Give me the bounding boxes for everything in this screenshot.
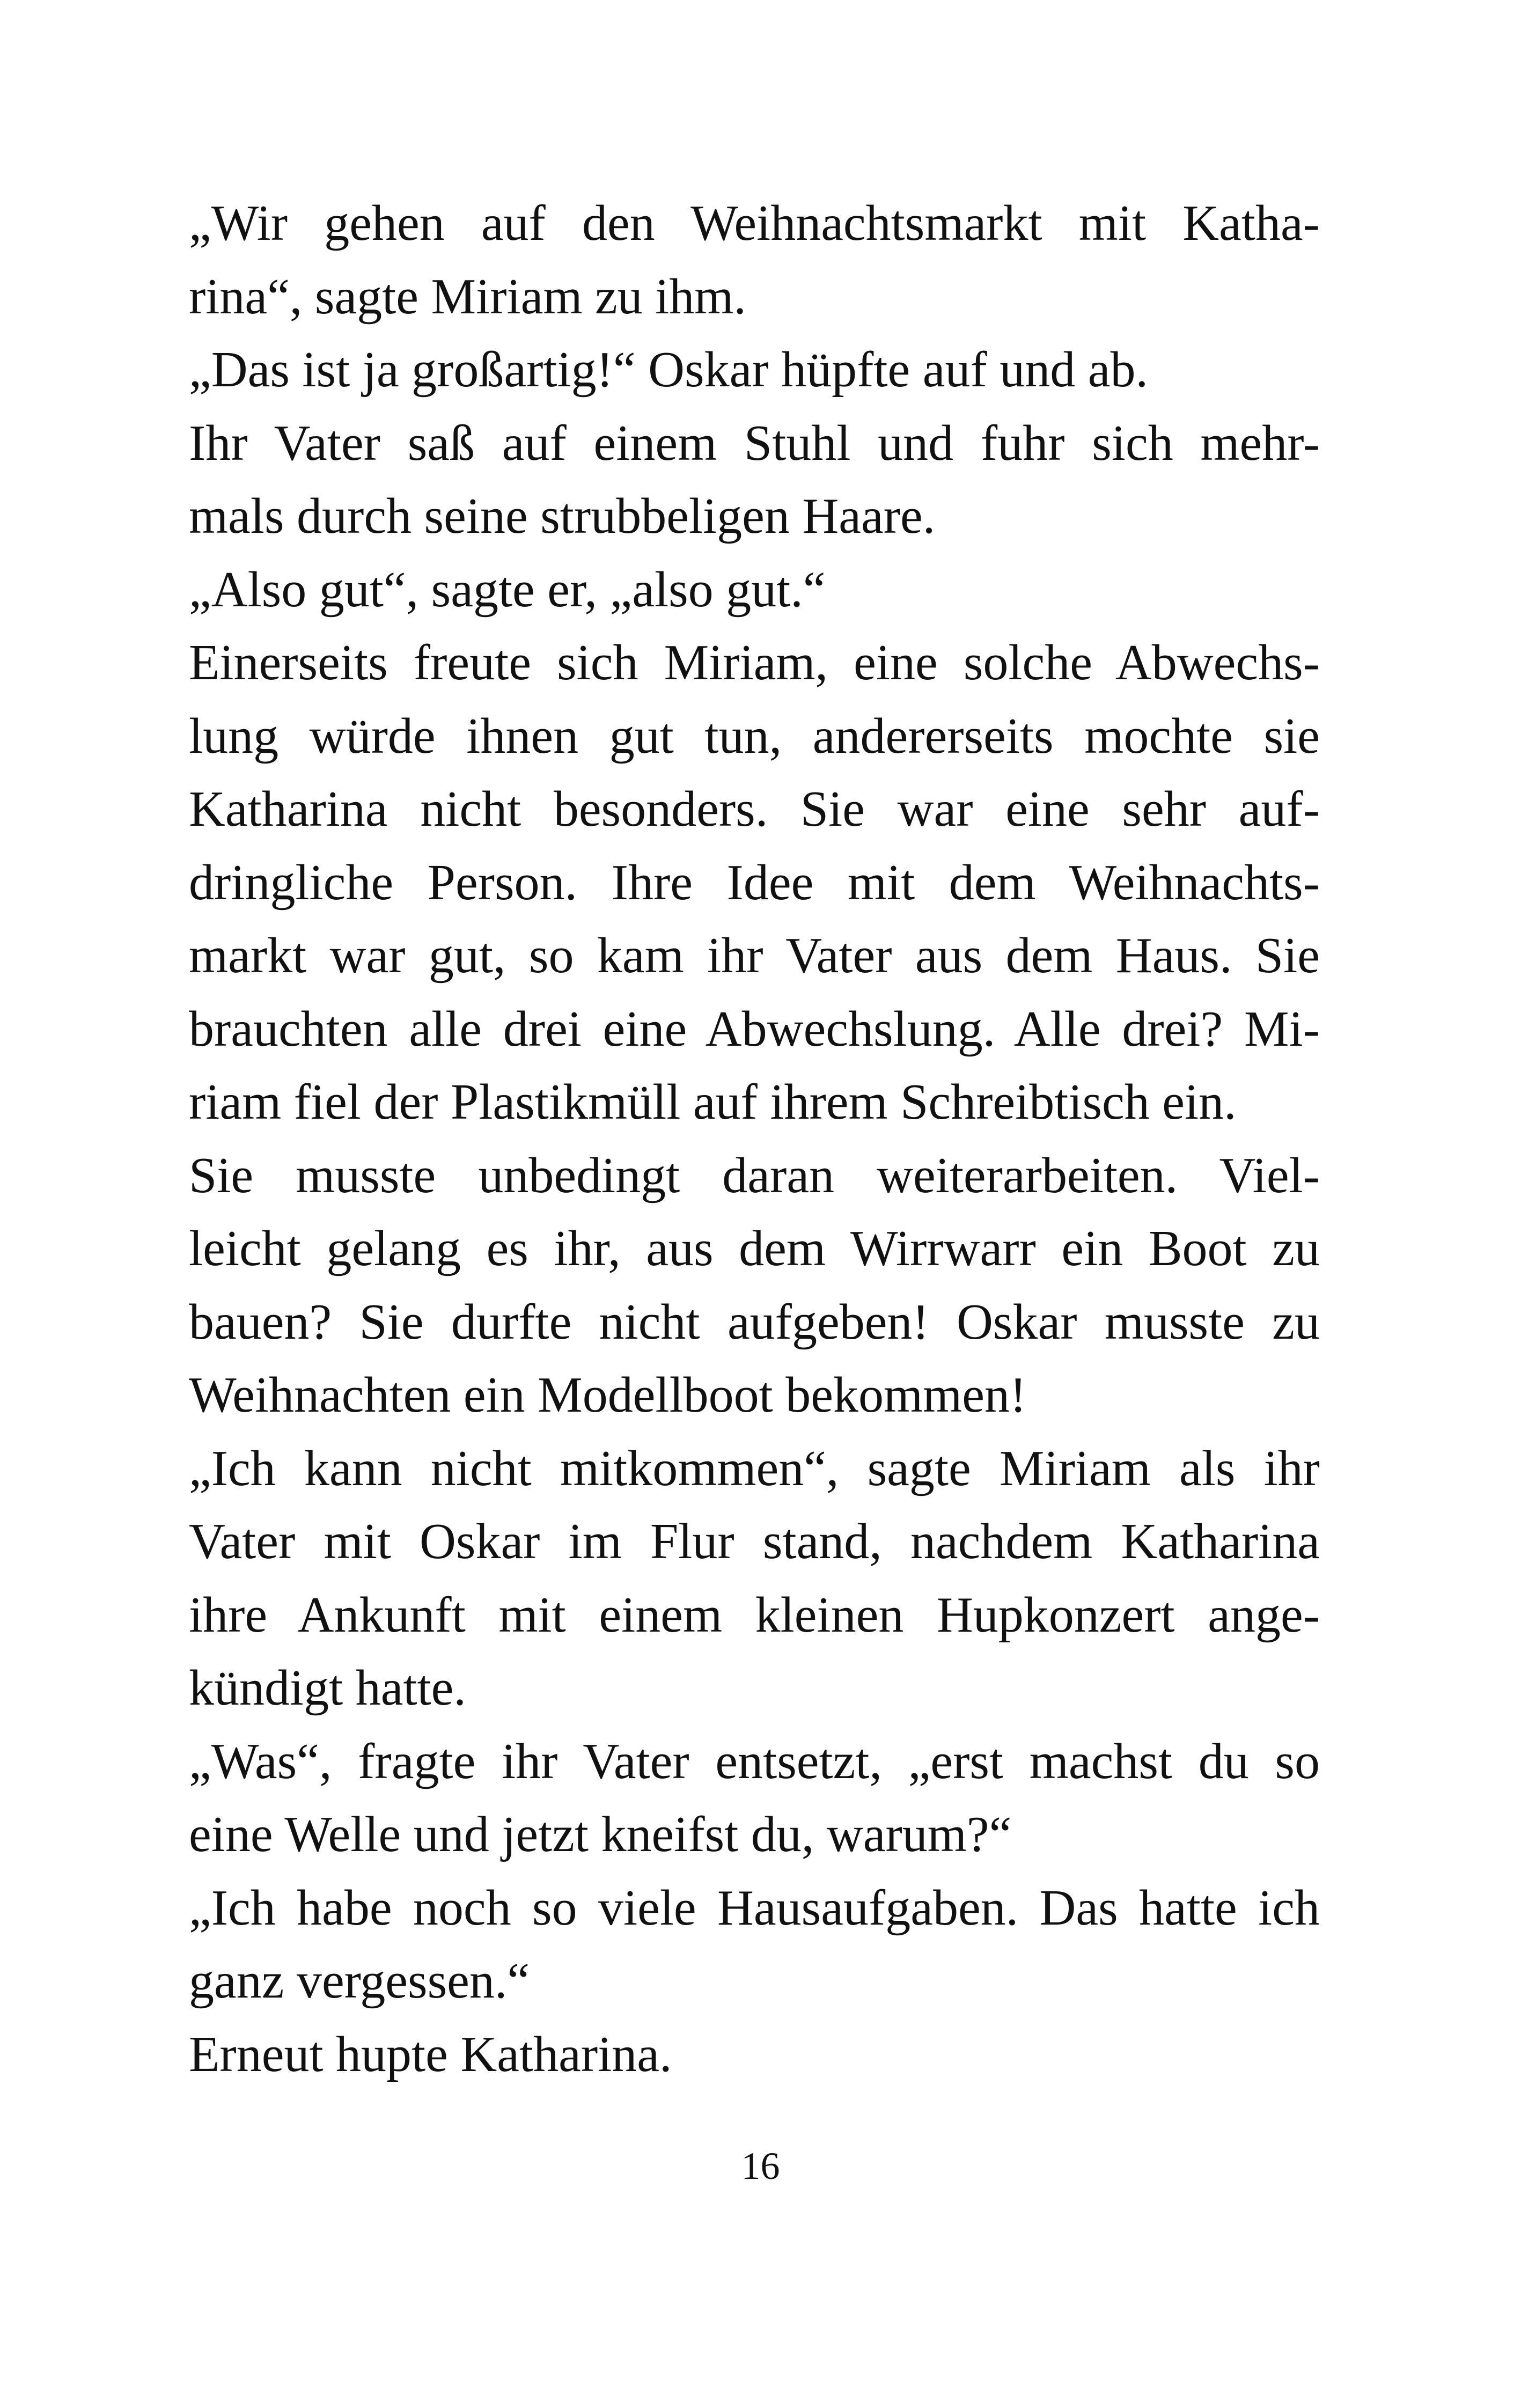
text-line: Erneut hupte Katharina. (189, 2026, 672, 2082)
text-line: ihre Ankunft mit einem kleinen Hupkonzert ange- (189, 1587, 1320, 1643)
text-line: lung würde ihnen gut tun, andererseits mochte sie (189, 708, 1320, 764)
text-line: „Ich habe noch so viele Hausaufgaben. Das hatte ich (189, 1880, 1320, 1936)
text-line: leicht gelang es ihr, aus dem Wirrwarr ein Boot zu (189, 1221, 1320, 1276)
text-line: kündigt hatte. (189, 1660, 466, 1716)
text-line: dringliche Person. Ihre Idee mit dem Weihnachts- (189, 854, 1320, 911)
text-line: Vater mit Oskar im Flur stand, nachdem Katharina (189, 1514, 1320, 1569)
text-line: bauen? Sie durfte nicht aufgeben! Oskar musste zu (189, 1294, 1320, 1350)
text-line: ganz vergessen.“ (189, 1953, 530, 2009)
text-line: Einerseits freute sich Miriam, eine solche Abwechs- (189, 635, 1320, 691)
text-line: Ihr Vater saß auf einem Stuhl und fuhr sich mehr- (189, 415, 1320, 471)
text-line: „Also gut“, sagte er, „also gut.“ (189, 561, 826, 618)
text-line: „Wir gehen auf den Weihnachtsmarkt mit Katha- (189, 195, 1320, 251)
page-number: 16 (741, 2145, 780, 2187)
text-line: „Was“, fragte ihr Vater entsetzt, „erst machst du so (189, 1733, 1320, 1789)
text-line: „Das ist ja großartig!“ Oskar hüpfte auf und ab. (189, 342, 1149, 398)
body-text (189, 187, 1320, 2091)
text-line: mals durch seine strubbeligen Haare. (189, 488, 936, 544)
text-line: Sie musste unbedingt daran weiterarbeiten. Viel- (189, 1147, 1320, 1203)
text-line: eine Welle und jetzt kneifst du, warum?“ (189, 1807, 1012, 1862)
text-line: rina“, sagte Miriam zu ihm. (189, 268, 746, 325)
text-line: riam fiel der Plastikmüll auf ihrem Schreibtisch ein. (189, 1074, 1237, 1130)
text-line: Weihnachten ein Modellboot bekommen! (189, 1367, 1027, 1423)
text-line: Katharina nicht besonders. Sie war eine sehr auf- (189, 781, 1320, 837)
text-line: markt war gut, so kam ihr Vater aus dem Haus. Sie (189, 928, 1320, 983)
text-line: brauchten alle drei eine Abwechslung. Alle drei? Mi- (189, 1001, 1320, 1057)
text-line: „Ich kann nicht mitkommen“, sagte Miriam als ihr (189, 1440, 1320, 1496)
